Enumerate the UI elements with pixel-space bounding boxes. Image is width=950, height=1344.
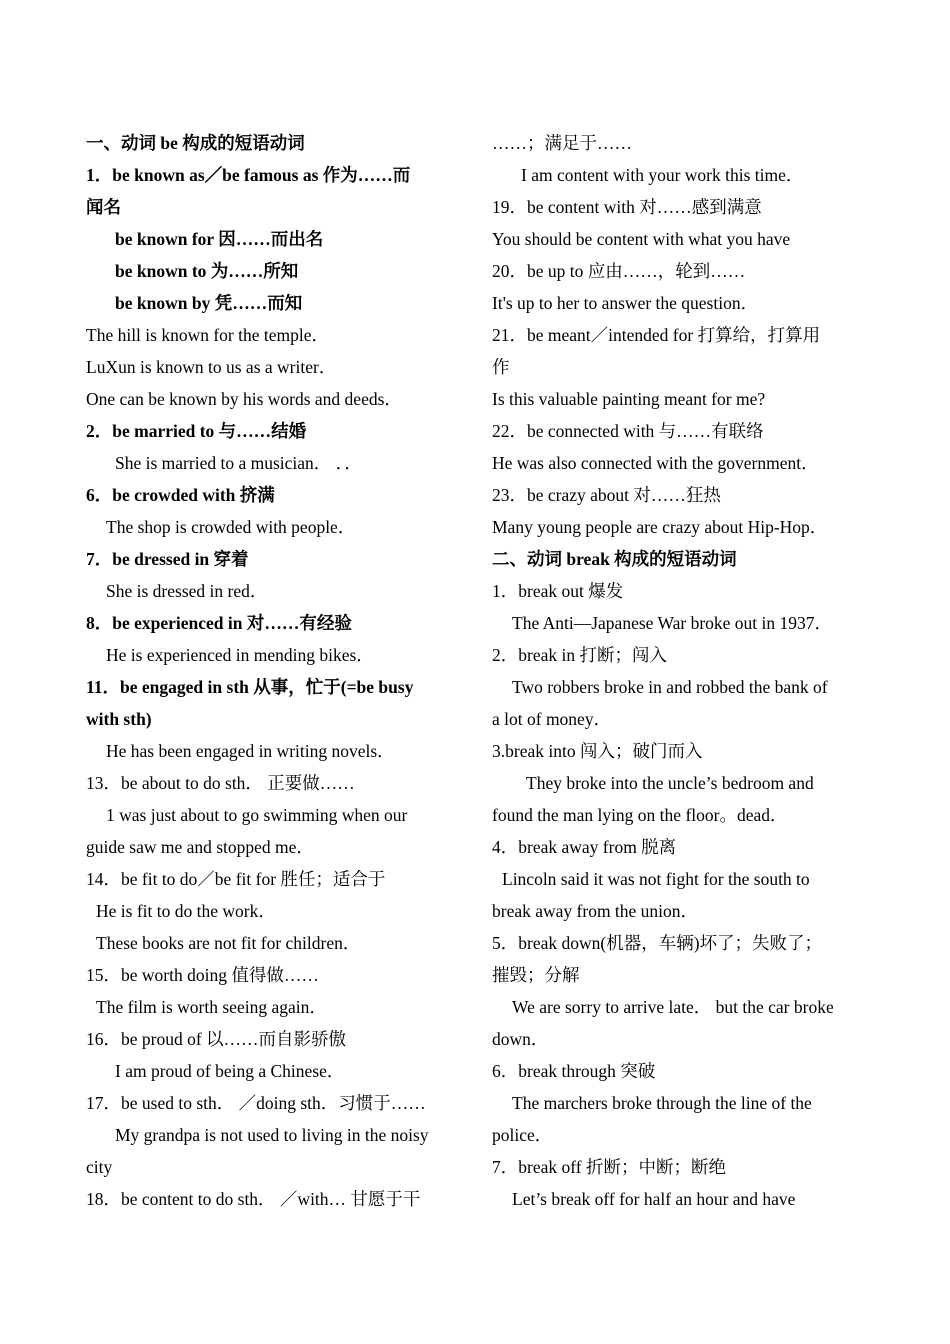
- text-line: 18．be content to do sth． ／with… 甘愿于干: [86, 1189, 421, 1209]
- text-line: They broke into the uncle’s bedroom and: [526, 773, 814, 793]
- text-line: LuXun is known to us as a writer．: [86, 357, 337, 377]
- text-line: 3.break into 闯入；破门而入: [492, 741, 703, 761]
- text-line: 一、动词 be 构成的短语动词: [86, 133, 305, 153]
- text-line: He has been engaged in writing novels．: [106, 741, 395, 761]
- text-line: He is experienced in mending bikes．: [106, 645, 374, 665]
- text-line: 17．be used to sth． ／doing sth．习惯于……: [86, 1093, 426, 1113]
- text-line: 6．be crowded with 挤满: [86, 485, 275, 505]
- text-line: be known to 为……所知: [115, 261, 299, 281]
- text-line: 7．break off 折断；中断；断绝: [492, 1157, 726, 1177]
- text-line: 2．break in 打断；闯入: [492, 645, 667, 665]
- text-line: police．: [492, 1125, 553, 1145]
- text-line: a lot of money．: [492, 709, 612, 729]
- text-line: The film is worth seeing again．: [96, 997, 327, 1017]
- text-line: We are sorry to arrive late． but the car broke: [512, 997, 834, 1017]
- text-line: break away from the union．: [492, 901, 699, 921]
- text-line: 闻名: [86, 197, 121, 217]
- text-line: The marchers broke through the line of the: [512, 1093, 812, 1113]
- text-line: He was also connected with the government．: [492, 453, 819, 473]
- text-line: 作: [492, 357, 510, 377]
- text-line: city: [86, 1157, 113, 1177]
- text-line: Let’s break off for half an hour and have: [512, 1189, 796, 1209]
- text-line: 1．be known as／be famous as 作为……而: [86, 165, 411, 185]
- text-line: I am proud of being a Chinese．: [115, 1061, 345, 1081]
- text-line: 7．be dressed in 穿着: [86, 549, 249, 569]
- text-line: 2．be married to 与……结婚: [86, 421, 307, 441]
- text-line: Many young people are crazy about Hip-Hop．: [492, 517, 828, 537]
- text-line: These books are not fit for children．: [96, 933, 361, 953]
- text-line: 6．break through 突破: [492, 1061, 656, 1081]
- text-line: She is married to a musician． ．．: [115, 453, 362, 473]
- text-line: down．: [492, 1029, 549, 1049]
- text-line: 14．be fit to do／be fit for 胜任；适合于: [86, 869, 386, 889]
- text-line: 二、动词 break 构成的短语动词: [492, 549, 737, 569]
- text-line: Lincoln said it was not fight for the south to: [502, 869, 810, 889]
- text-line: My grandpa is not used to living in the noisy: [115, 1125, 429, 1145]
- text-line: with sth): [86, 709, 152, 729]
- text-line: One can be known by his words and deeds．: [86, 389, 402, 409]
- text-line: 23．be crazy about 对……狂热: [492, 485, 721, 505]
- text-line: 15．be worth doing 值得做……: [86, 965, 319, 985]
- text-line: It's up to her to answer the question．: [492, 293, 759, 313]
- text-line: be known by 凭……而知: [115, 293, 303, 313]
- text-line: Is this valuable painting meant for me?: [492, 389, 766, 409]
- text-line: I am content with your work this time．: [521, 165, 804, 185]
- text-line: 5．break down(机器，车辆)坏了；失败了；: [492, 933, 823, 953]
- text-line: 21．be meant／intended for 打算给，打算用: [492, 325, 821, 345]
- text-line: 19．be content with 对……感到满意: [492, 197, 762, 217]
- text-line: Two robbers broke in and robbed the bank of: [512, 677, 828, 697]
- text-line: The shop is crowded with people．: [106, 517, 356, 537]
- text-line: She is dressed in red．: [106, 581, 268, 601]
- text-line: ……；满足于……: [492, 133, 632, 153]
- text-line: found the man lying on the floor。dead．: [492, 805, 788, 825]
- text-line: 8．be experienced in 对……有经验: [86, 613, 352, 633]
- text-line: be known for 因……而出名: [115, 229, 324, 249]
- text-line: 20．be up to 应由……，轮到……: [492, 261, 746, 281]
- text-line: 4．break away from 脱离: [492, 837, 677, 857]
- left-column: [86, 127, 464, 1215]
- text-line: 1．break out 爆发: [492, 581, 624, 601]
- text-line: You should be content with what you have: [492, 229, 791, 249]
- text-line: The hill is known for the temple．: [86, 325, 330, 345]
- text-line: He is fit to do the work．: [96, 901, 276, 921]
- text-line: 16．be proud of 以……而自影骄傲: [86, 1029, 347, 1049]
- text-line: 13．be about to do sth． 正要做……: [86, 773, 355, 793]
- text-line: guide saw me and stopped me．: [86, 837, 314, 857]
- right-column: [492, 127, 864, 1215]
- text-line: 22．be connected with 与……有联络: [492, 421, 764, 441]
- text-line: The Anti—Japanese War broke out in 1937．: [512, 613, 833, 633]
- text-line: 摧毁；分解: [492, 965, 580, 985]
- text-line: 11．be engaged in sth 从事，忙于(=be busy: [86, 677, 414, 697]
- text-line: 1 was just about to go swimming when our: [106, 805, 408, 825]
